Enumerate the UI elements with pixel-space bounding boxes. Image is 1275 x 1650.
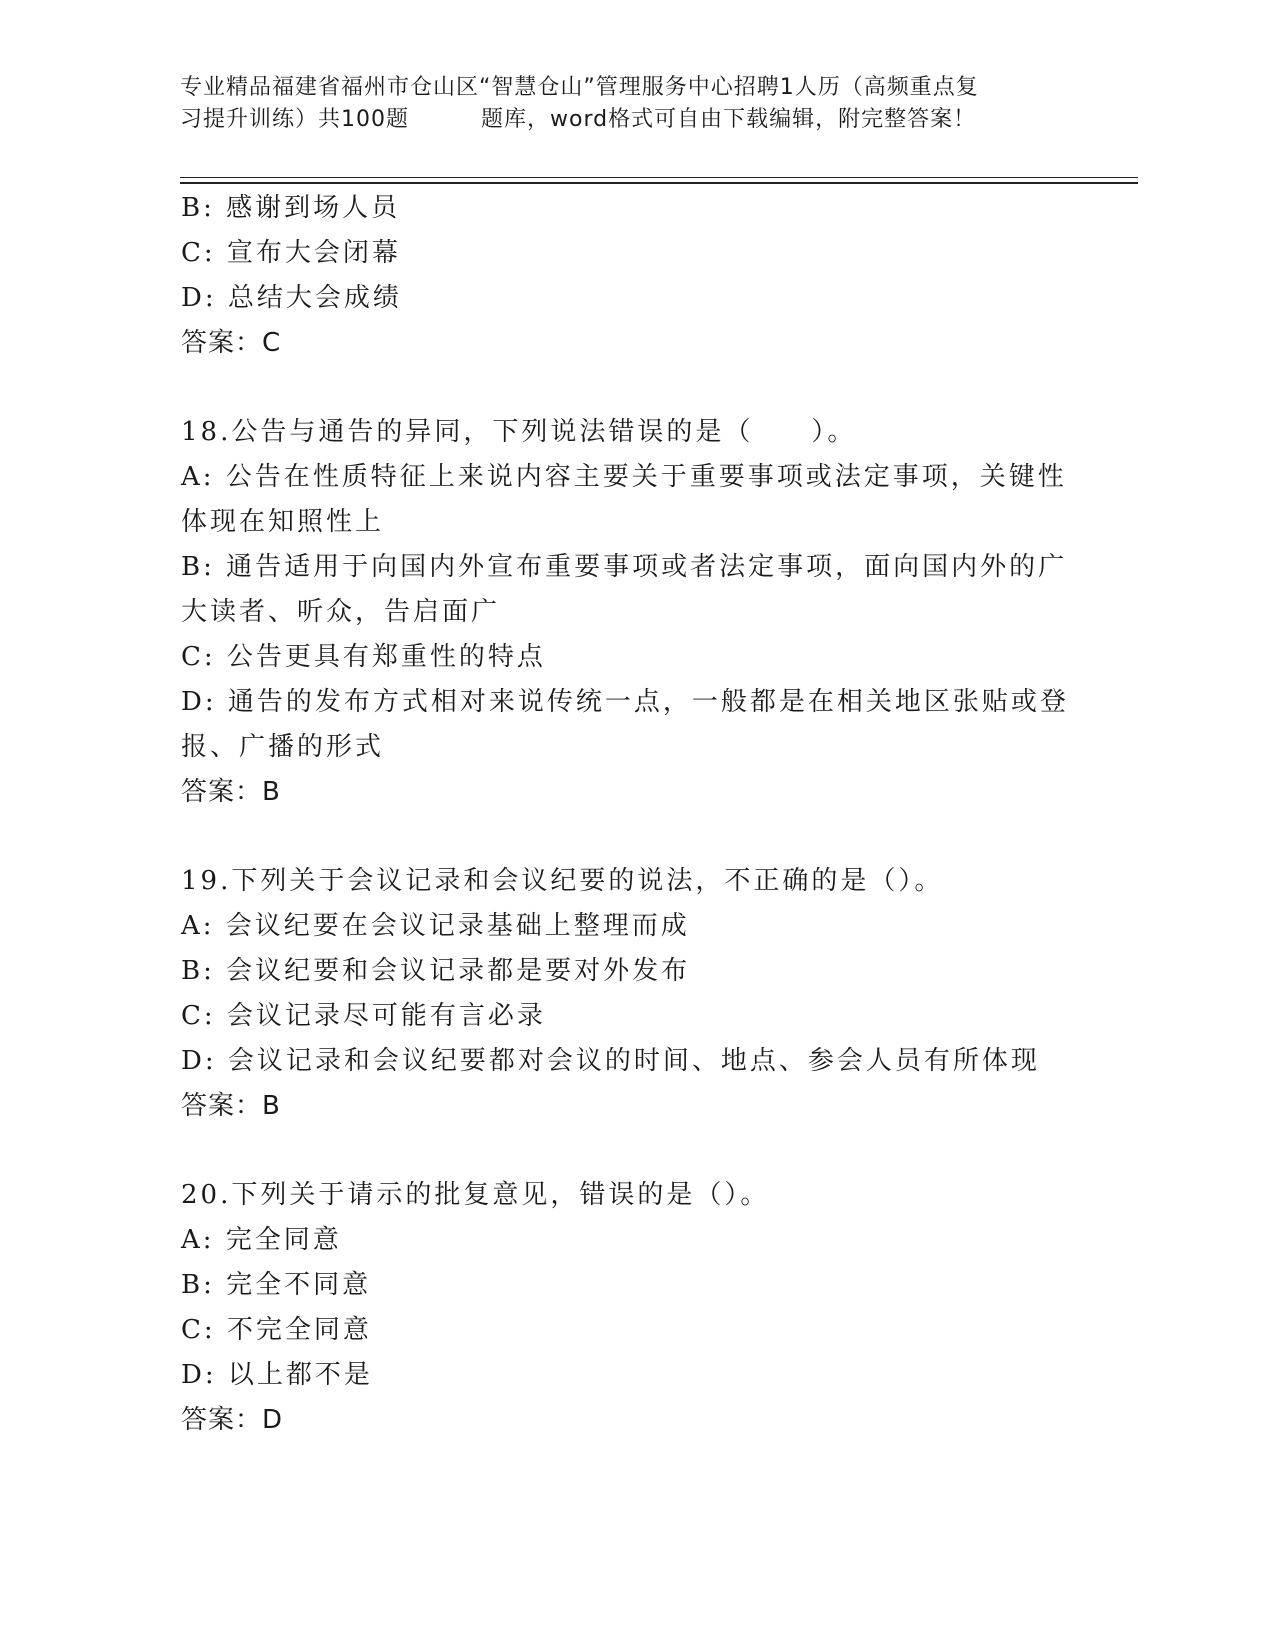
option-c: C: 宣布大会闭幕 <box>181 238 401 268</box>
option-b: B: 完全不同意 <box>181 1270 372 1300</box>
header-title-line-2 <box>180 104 1060 136</box>
spacer <box>181 1129 1061 1173</box>
option-c: C: 不完全同意 <box>181 1315 372 1345</box>
option-b-continued: 大读者、听众，告启面广 <box>181 597 501 627</box>
option-c: C: 公告更具有郑重性的特点 <box>181 642 546 672</box>
option-d: D: 通告的发布方式相对来说传统一点，一般都是在相关地区张贴或登 <box>181 687 1069 717</box>
header-rule-thick <box>180 182 1138 184</box>
question-17-continued <box>181 186 1061 366</box>
document-body <box>181 186 1069 1443</box>
question-18 <box>181 410 1069 815</box>
option-b: B: 通告适用于向国内外宣布重要事项或者法定事项，面向国内外的广 <box>181 552 1068 582</box>
answer-line: 答案：B <box>181 1091 281 1121</box>
answer-line: 答案：D <box>181 1405 284 1435</box>
spacer <box>181 815 1061 859</box>
question-19 <box>181 859 1061 1129</box>
option-d-continued: 报、广播的形式 <box>181 732 385 762</box>
question-stem: 19.下列关于会议记录和会议纪要的说法，不正确的是（）。 <box>181 866 944 896</box>
header-title-part-1: 习提升训练）共100题 <box>180 107 409 132</box>
option-a: A: 公告在性质特征上来说内容主要关于重要事项或法定事项，关键性 <box>181 462 1067 492</box>
header-title-line-1: 专业精品福建省福州市仓山区“智慧仓山”管理服务中心招聘1人历（高频重点复 <box>180 75 979 100</box>
header-rule-thin <box>180 177 1138 178</box>
option-b: B: 感谢到场人员 <box>181 193 401 223</box>
spacer <box>181 366 1061 410</box>
option-d: D: 总结大会成绩 <box>181 283 402 313</box>
answer-line: 答案：C <box>181 328 282 358</box>
question-20 <box>181 1173 1061 1443</box>
option-a: A: 会议纪要在会议记录基础上整理而成 <box>181 911 690 941</box>
option-d: D: 以上都不是 <box>181 1360 373 1390</box>
answer-line: 答案：B <box>181 777 281 807</box>
option-a: A: 完全同意 <box>181 1225 342 1255</box>
option-c: C: 会议记录尽可能有言必录 <box>181 1001 546 1031</box>
option-a-continued: 体现在知照性上 <box>181 507 385 537</box>
option-b: B: 会议纪要和会议记录都是要对外发布 <box>181 956 691 986</box>
question-stem: 20.下列关于请示的批复意见，错误的是（）。 <box>181 1180 770 1210</box>
header-title-part-2: 题库，word格式可自由下载编辑，附完整答案！ <box>481 107 977 132</box>
document-header <box>180 72 1060 136</box>
option-d: D: 会议记录和会议纪要都对会议的时间、地点、参会人员有所体现 <box>181 1046 1040 1076</box>
question-stem: 18.公告与通告的异同，下列说法错误的是（ ）。 <box>181 417 857 447</box>
